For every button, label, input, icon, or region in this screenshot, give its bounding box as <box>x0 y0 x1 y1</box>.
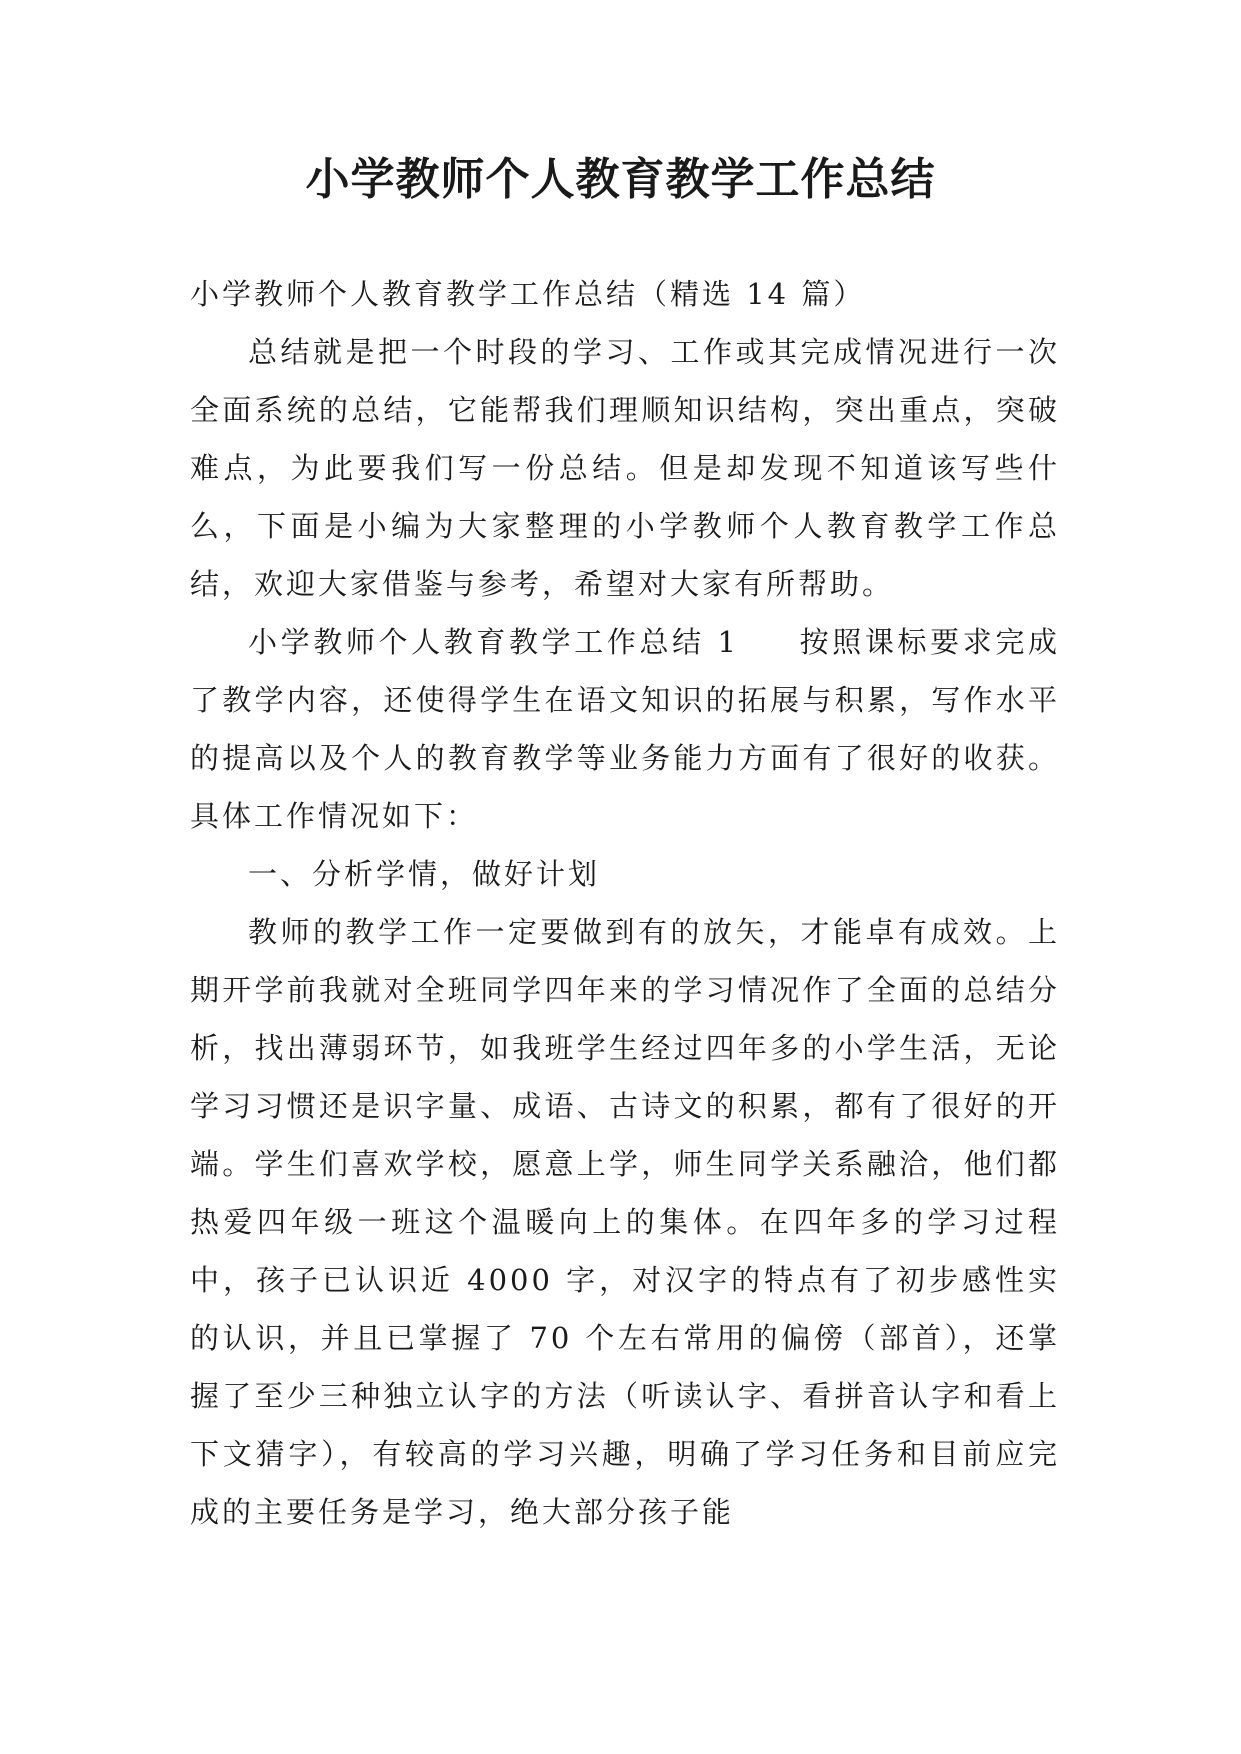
body-paragraph: 教师的教学工作一定要做到有的放矢，才能卓有成效。上期开学前我就对全班同学四年来的学习情况作了全面的总结分析，找出薄弱环节，如我班学生经过四年多的小学生活，无论学习习惯还是识字量、成语、古诗文的积累，都有了很好的开端。学生们喜欢学校，愿意上学，师生同学关系融洽，他们都热爱四年级一班这个温暖向上的集体。在四年多的学习过程中，孩子已认识近 4000 字，对汉字的特点有了初步感性实的认识，并且已掌握了 70 个左右常用的偏傍（部首），还掌握了至少三种独立认字的方法（听读认字、看拼音认字和看上下文猜字），有较高的学习兴趣，明确了学习任务和目前应完成的主要任务是学习，绝大部分孩子能 <box>190 915 1060 1529</box>
section-intro: 按照课标要求完成了教学内容，还使得学生在语文知识的拓展与积累，写作水平的提高以及个人的教育教学等业务能力方面有了很好的收获。具体工作情况如下： <box>190 625 1060 833</box>
section-heading: 小学教师个人教育教学工作总结 1 <box>248 625 740 659</box>
intro-paragraph: 总结就是把一个时段的学习、工作或其完成情况进行一次全面系统的总结，它能帮我们理顺知识结构，突出重点，突破难点，为此要我们写一份总结。但是却发现不知道该写些什么，下面是小编为大家整理的小学教师个人教育教学工作总结，欢迎大家借鉴与参考，希望对大家有所帮助。 <box>190 335 1060 601</box>
subheading: 一、分析学情，做好计划 <box>248 857 601 891</box>
document-title: 小学教师个人教育教学工作总结 <box>305 154 936 205</box>
document-body <box>190 265 1060 1541</box>
section-1-paragraph <box>190 613 1060 845</box>
document-subtitle: 小学教师个人教育教学工作总结（精选 14 篇） <box>190 277 866 311</box>
